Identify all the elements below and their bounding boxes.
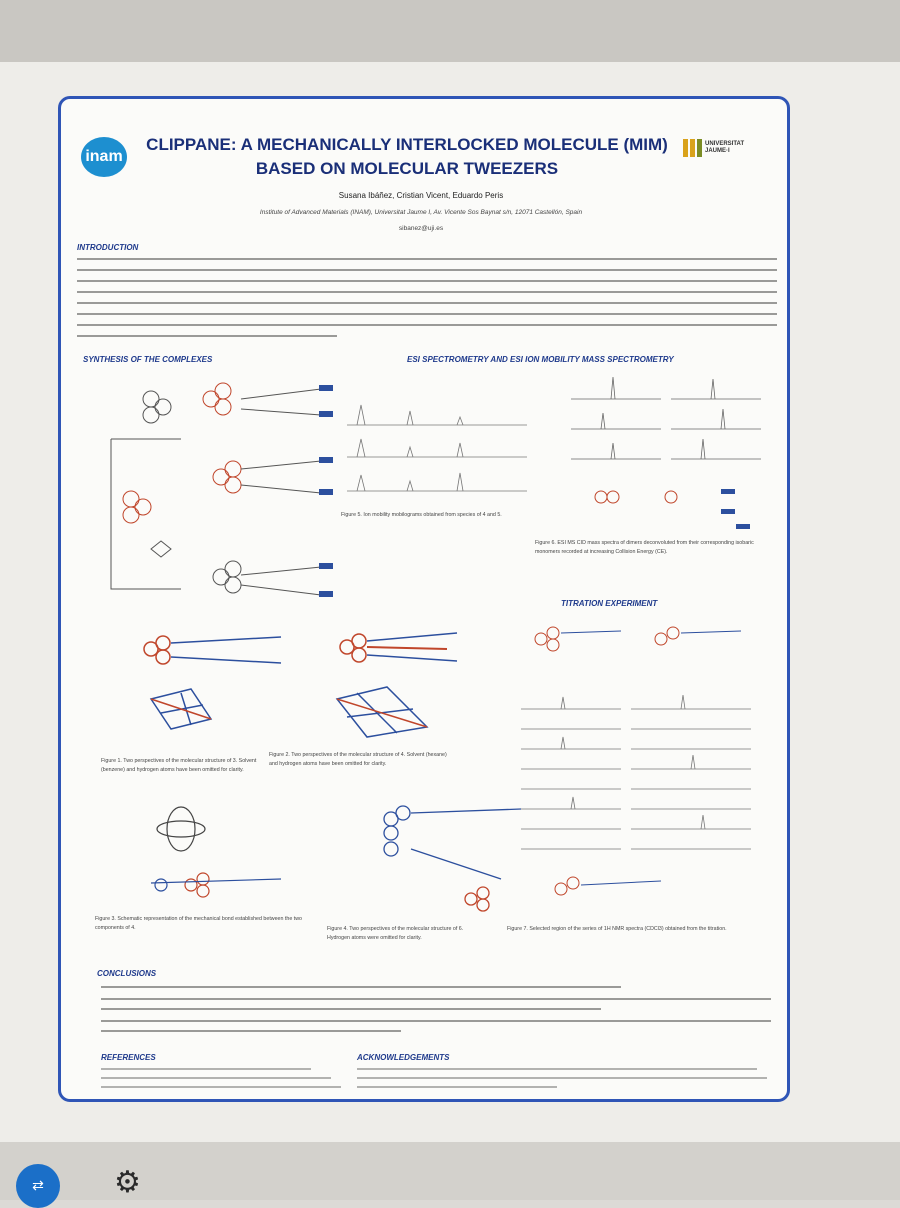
section-synthesis: SYNTHESIS OF THE COMPLEXES [83, 355, 213, 364]
blurred-text-lines [77, 255, 777, 343]
figure-6-caption: Figure 6. ESI MS CID mass spectra of dimers deconvoluted from their corresponding isobaric monomers recorded at increasing Collision Energy (CE). [535, 540, 754, 555]
figure-5-caption: Figure 5. Ion mobility mobilograms obtained from species of 4 and 5. [341, 512, 502, 518]
conclusions-text [101, 983, 771, 1045]
section-esi: ESI SPECTROMETRY AND ESI ION MOBILITY MASS SPECTROMETRY [407, 355, 674, 364]
figure-1-structures [131, 629, 331, 739]
mobilogram-plot [347, 395, 527, 505]
figure-1-caption: Figure 1. Two perspectives of the molecular structure of 3. Solvent (benzene) and hydrogen atoms have been omitted for clarity. [101, 758, 257, 773]
poster-email: sibanez@uji.es [398, 225, 444, 232]
acknowledgements-text [357, 1065, 767, 1095]
figure-2-caption: Figure 2. Two perspectives of the molecular structure of 4. Solvent (hexane) and hydrogen atoms have been omitted for clarity. [269, 752, 447, 767]
poster-document [58, 96, 790, 1102]
poster-authors: Susana Ibáñez, Cristian Vicent, Eduardo Peris [338, 191, 504, 200]
figure-2-structures [327, 627, 507, 747]
section-titration: TITRATION EXPERIMENT [561, 599, 658, 608]
inam-logo: inam [81, 137, 127, 177]
uji-logo: UNIVERSITAT JAUME·I [683, 137, 769, 159]
poster-title: CLIPPANE: A MECHANICALLY INTERLOCKED MOLECULE (MIM) BASED ON MOLECULAR TWEEZERS [146, 135, 668, 178]
titration-nmr-spectra [521, 619, 761, 919]
references-text [101, 1065, 341, 1095]
section-introduction: INTRODUCTION [77, 243, 139, 252]
figure-3-caption: Figure 3. Schematic representation of the mechanical bond established between the two components of 4. [95, 916, 302, 931]
monitor-bezel-top [0, 0, 900, 64]
synthesis-scheme [91, 369, 361, 619]
gear-icon[interactable]: ⚙ [114, 1166, 141, 1199]
poster-affiliation: Institute of Advanced Materials (INAM), Universitat Jaume I, Av. Vicente Sos Baynat s/n, 12071 Castellón, Spain [259, 209, 583, 216]
section-conclusions: CONCLUSIONS [97, 969, 157, 978]
section-acknowledgements: ACKNOWLEDGEMENTS [357, 1053, 450, 1062]
figure-4-caption: Figure 4. Two perspectives of the molecular structure of 6. Hydrogen atoms were omitted for clarity. [327, 926, 464, 941]
section-references: REFERENCES [101, 1053, 156, 1062]
figure-4-structure [381, 799, 541, 919]
figure-3-scheme [131, 799, 311, 899]
teamviewer-arrows-glyph: ⇄ [32, 1177, 44, 1193]
esi-spectra [571, 369, 771, 539]
introduction-text [77, 255, 777, 343]
figure-7-caption: Figure 7. Selected region of the series of 1H NMR spectra (CDCl3) obtained from the titration. [507, 926, 727, 932]
